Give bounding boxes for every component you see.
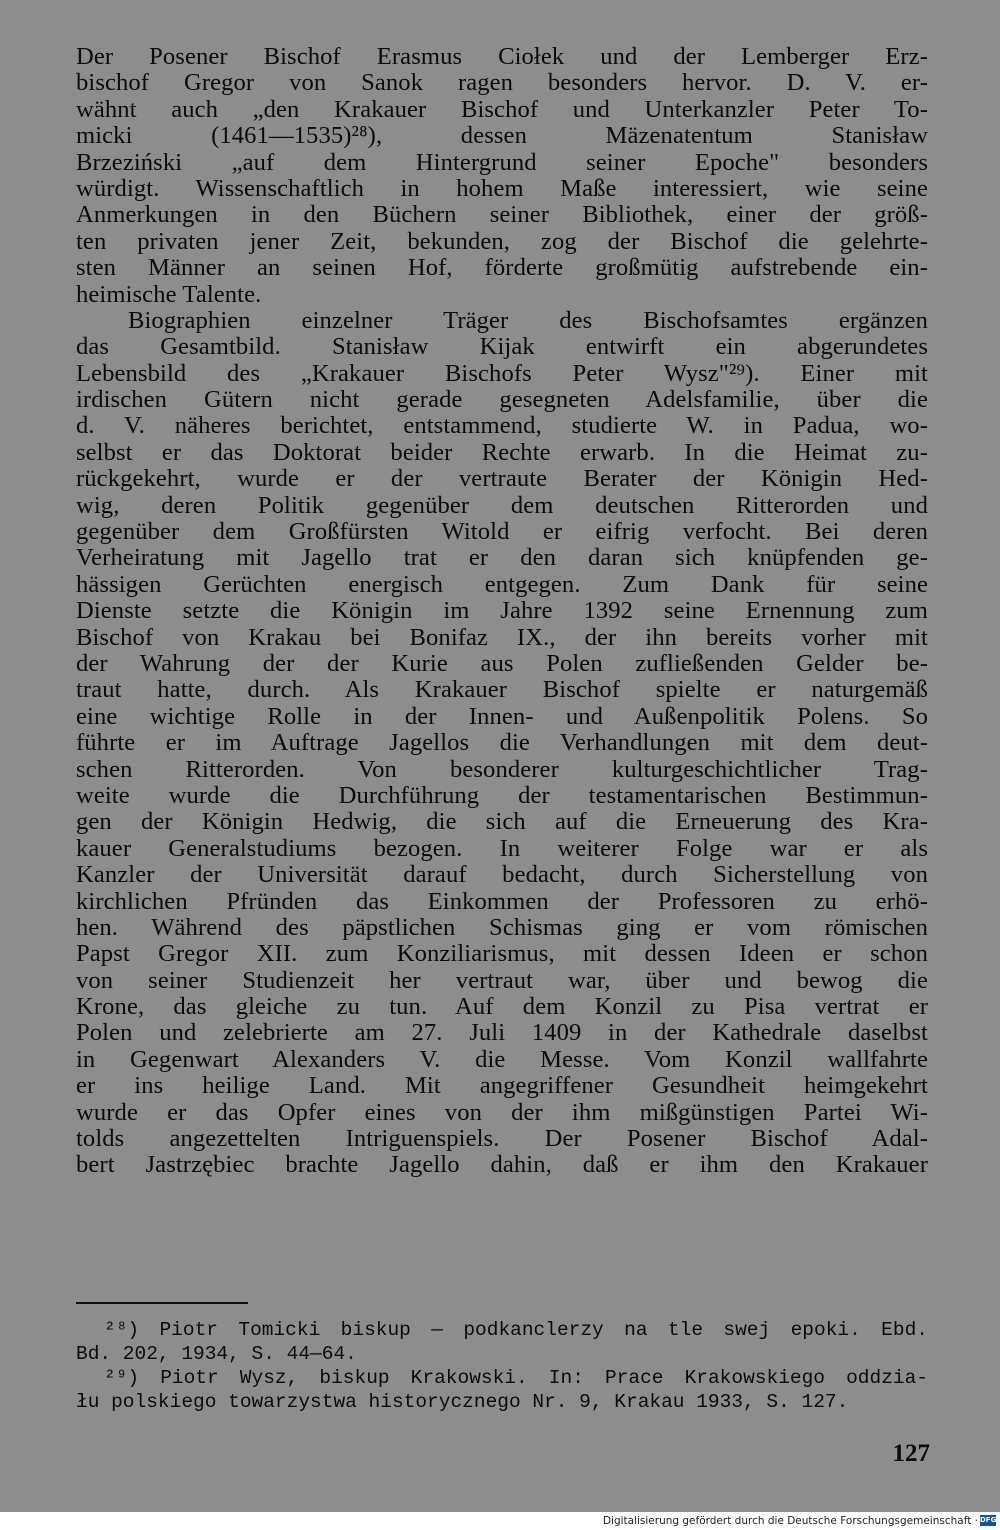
- footnote-separator: [76, 1302, 248, 1304]
- text-line: hen. Während des päpstlichen Schismas ging er vom römischen: [76, 913, 928, 941]
- text-line: in Gegenwart Alexanders V. die Messe. Vom Konzil wallfahrte: [76, 1045, 928, 1073]
- text-line: Der Posener Bischof Erasmus Ciołek und der Lemberger Erz-: [76, 43, 928, 70]
- text-line: wähnt auch „den Krakauer Bischof und Unterkanzler Peter To-: [76, 95, 928, 123]
- text-line: wurde er das Opfer eines von der ihm mißgünstigen Partei Wi-: [76, 1098, 928, 1126]
- text-line: kirchlichen Pfründen das Einkommen der Professoren zu erhö-: [76, 887, 928, 915]
- footer-credit-text: Digitalisierung gefördert durch die Deutsche Forschungsgemeinschaft ·: [602, 1515, 978, 1527]
- text-line: Kanzler der Universität darauf bedacht, durch Sicherstellung von: [76, 861, 928, 889]
- text-line: Papst Gregor XII. zum Konziliarismus, mit dessen Ideen er schon: [76, 940, 928, 968]
- text-line: sten Männer an seinen Hof, förderte großmütig aufstrebende ein-: [76, 254, 928, 282]
- text-line: micki (1461—1535)²⁸), dessen Mäzenatentum Stanisław: [76, 122, 928, 150]
- text-line: Bischof von Krakau bei Bonifaz IX., der ihn bereits vorher mit: [76, 623, 928, 651]
- text-line: irdischen Gütern nicht gerade gesegneten Adelsfamilie, über die: [76, 386, 928, 414]
- text-line: selbst er das Doktorat beider Rechte erwarb. In die Heimat zu-: [76, 438, 928, 466]
- page-number: 127: [892, 1440, 930, 1467]
- text-line: Anmerkungen in den Büchern seiner Bibliothek, einer der größ-: [76, 201, 928, 229]
- text-line: kauer Generalstudiums bezogen. In weiterer Folge war er als: [76, 834, 928, 862]
- text-line: gen der Königin Hedwig, die sich auf die Erneuerung des Kra-: [76, 808, 928, 836]
- text-line: heimische Talente.: [76, 280, 262, 308]
- text-line: bert Jastrzębiec brachte Jagello dahin, daß er ihm den Krakauer: [76, 1151, 928, 1179]
- dfg-logo-icon: DFG: [980, 1516, 997, 1524]
- text-line: wig, deren Politik gegenüber dem deutschen Ritterorden und: [76, 491, 928, 519]
- text-line: hässigen Gerüchten energisch entgegen. Zum Dank für seine: [76, 570, 928, 598]
- text-line: von seiner Studienzeit her vertraut war, über und bewog die: [76, 966, 928, 994]
- text-line: Lebensbild des „Krakauer Bischofs Peter Wysz"²⁹). Einer mit: [76, 359, 928, 387]
- text-line: tolds angezettelten Intriguenspiels. Der Posener Bischof Adal-: [76, 1125, 928, 1153]
- text-line: er ins heilige Land. Mit angegriffener Gesundheit heimgekehrt: [76, 1072, 928, 1100]
- main-text-block: [76, 44, 928, 1179]
- text-line: ten privaten jener Zeit, bekunden, zog der Bischof die gelehrte-: [76, 227, 928, 255]
- text-line: gegenüber dem Großfürsten Witold er eifrig verfocht. Bei deren: [76, 518, 928, 546]
- text-line: Krone, das gleiche zu tun. Auf dem Konzil zu Pisa vertrat er: [76, 993, 928, 1021]
- text-line: d. V. näheres berichtet, entstammend, studierte W. in Padua, wo-: [76, 412, 928, 440]
- paragraph-start-line: Biographien einzelner Träger des Bischofsamtes ergänzen: [128, 306, 928, 334]
- text-line: bischof Gregor von Sanok ragen besonders hervor. D. V. er-: [76, 69, 928, 97]
- text-line: würdigt. Wissenschaftlich in hohem Maße interessiert, wie seine: [76, 174, 928, 202]
- footnote-28-line-2: Bd. 202, 1934, S. 44—64.: [76, 1343, 357, 1365]
- text-line: weite wurde die Durchführung der testamentarischen Bestimmun-: [76, 781, 928, 809]
- footnote-29-line-1: ²⁹) Piotr Wysz, biskup Krakowski. In: Prace Krakowskiego oddzia-: [104, 1367, 928, 1389]
- footnote-29-line-2: łu polskiego towarzystwa historycznego Nr. 9, Krakau 1933, S. 127.: [76, 1391, 849, 1413]
- text-line: Dienste setzte die Königin im Jahre 1392 seine Ernennung zum: [76, 597, 928, 625]
- text-line: eine wichtige Rolle in der Innen- und Außenpolitik Polens. So: [76, 702, 928, 730]
- text-line: traut hatte, durch. Als Krakauer Bischof spielte er naturgemäß: [76, 676, 928, 704]
- footnotes-block: [76, 1318, 928, 1414]
- text-line: Polen und zelebrierte am 27. Juli 1409 in der Kathedrale daselbst: [76, 1019, 928, 1047]
- footnote-28-line-1: ²⁸) Piotr Tomicki biskup — podkanclerzy na tle swej epoki. Ebd.: [104, 1319, 928, 1341]
- text-line: schen Ritterorden. Von besonderer kulturgeschichtlicher Trag-: [76, 755, 928, 783]
- text-line: Brzeziński „auf dem Hintergrund seiner Epoche" besonders: [76, 148, 928, 176]
- text-line: das Gesamtbild. Stanisław Kijak entwirft ein abgerundetes: [76, 333, 928, 361]
- text-line: der Wahrung der der Kurie aus Polen zufließenden Gelder be-: [76, 649, 928, 677]
- text-line: führte er im Auftrage Jagellos die Verhandlungen mit dem deut-: [76, 729, 928, 757]
- text-line: Verheiratung mit Jagello trat er den daran sich knüpfenden ge-: [76, 544, 928, 572]
- text-line: rückgekehrt, wurde er der vertraute Berater der Königin Hed-: [76, 465, 928, 493]
